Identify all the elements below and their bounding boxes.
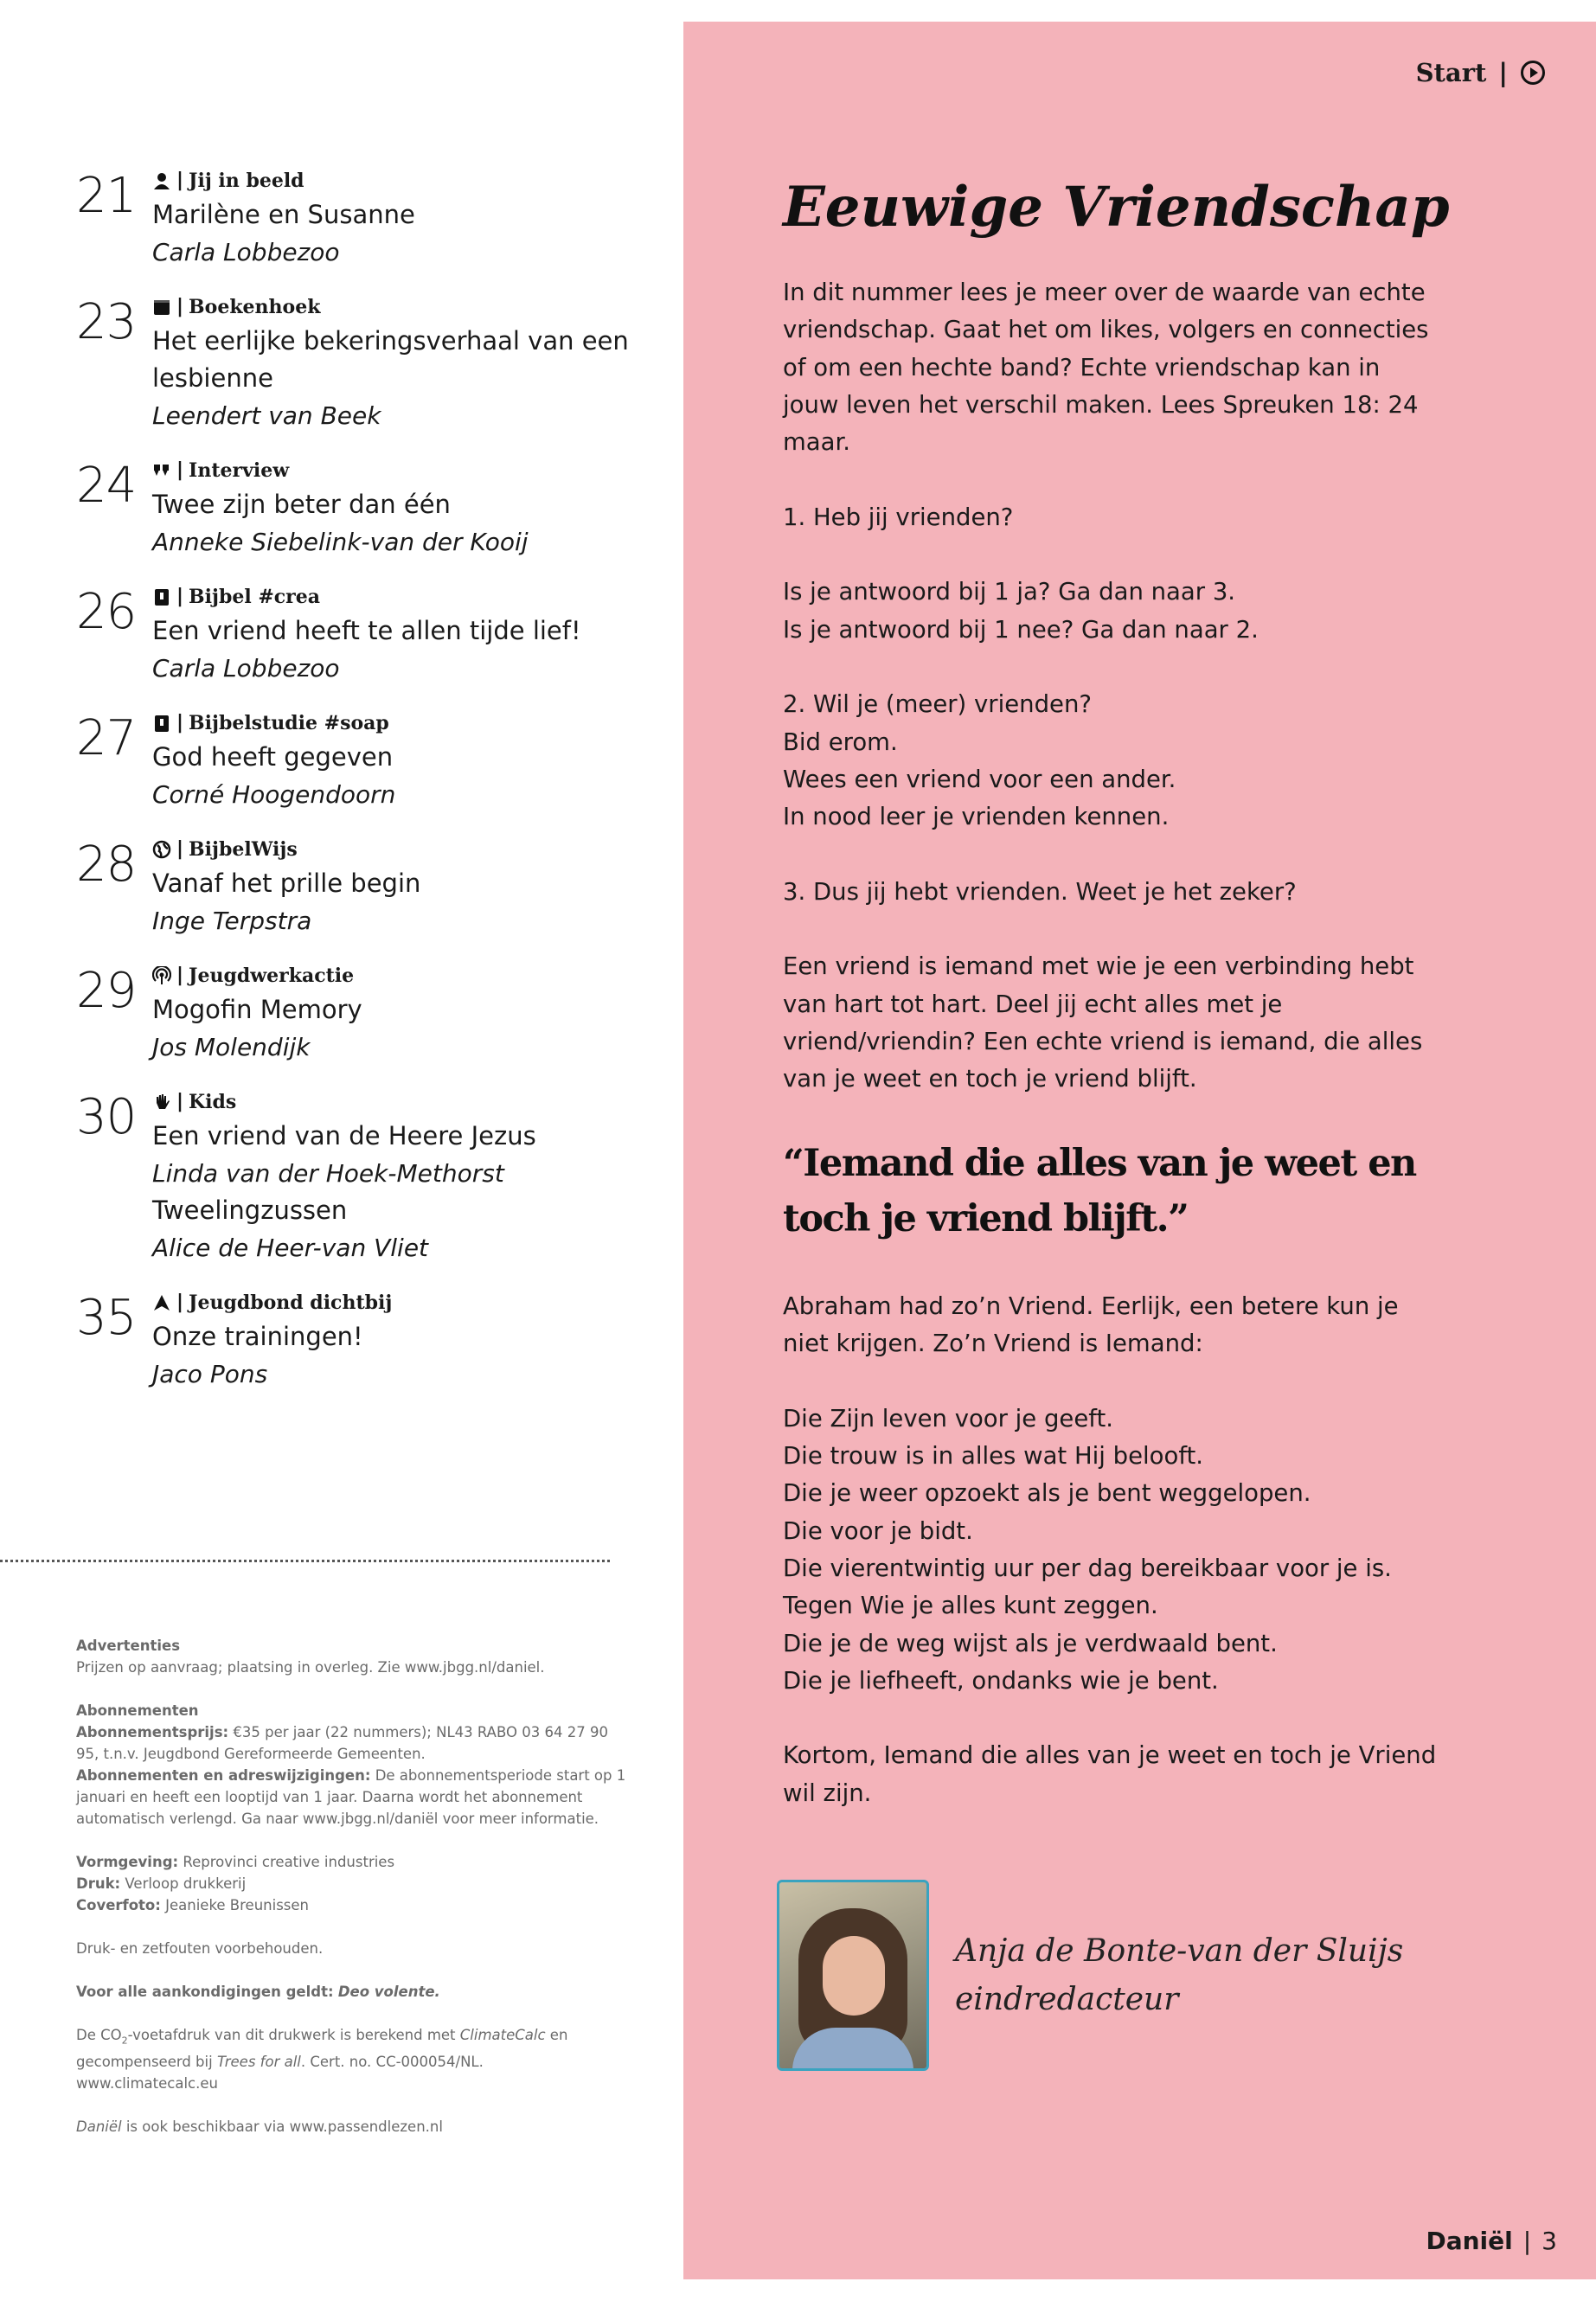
toc-entry[interactable] bbox=[76, 1291, 630, 1393]
page-number: 3 bbox=[1542, 2227, 1557, 2255]
editor-signature bbox=[777, 1880, 1403, 2071]
article-title: God heeft gegeven bbox=[152, 742, 394, 772]
colophon-label: Abonnementen en adreswijzigingen: bbox=[76, 1767, 371, 1784]
text-line: Die Zijn leven voor je geeft. bbox=[783, 1404, 1113, 1433]
toc-category bbox=[152, 169, 630, 193]
colophon-aankondiging bbox=[76, 1981, 630, 2003]
editor-name: Anja de Bonte-van der Sluijs bbox=[955, 1932, 1404, 1969]
text-line: Die voor je bidt. bbox=[783, 1516, 973, 1545]
text-line: Kortom, Iemand die alles van je weet en toch je Vriend wil zijn. bbox=[783, 1741, 1437, 1807]
editorial-panel bbox=[683, 22, 1596, 2279]
article-author: Anneke Siebelink-van der Kooij bbox=[152, 528, 529, 556]
article-author: Leendert van Beek bbox=[152, 401, 381, 430]
text-line: Een vriend is iemand met wie je een verbinding hebt van hart tot hart. Deel jij echt alles met je vriend/vriendin? Een echte vriend is iemand, die alles van je weet en toch je vriend blijft. bbox=[783, 952, 1423, 1093]
paragraph bbox=[783, 499, 1440, 536]
dotted-divider bbox=[0, 1560, 610, 1562]
article-title: Een vriend heeft te allen tijde lief! bbox=[152, 616, 581, 645]
article-author: Alice de Heer-van Vliet bbox=[152, 1234, 429, 1262]
colophon-text: Trees for all bbox=[216, 2054, 301, 2071]
article-title: Onze trainingen! bbox=[152, 1322, 363, 1351]
colophon-text: Jeanieke Breunissen bbox=[165, 1897, 310, 1913]
colophon-heading: Abonnementen bbox=[76, 1702, 199, 1719]
page-number: 28 bbox=[76, 836, 137, 893]
separator: | bbox=[176, 838, 184, 860]
article-author: Corné Hoogendoorn bbox=[152, 780, 396, 809]
paragraph bbox=[783, 1400, 1440, 1700]
bible-icon bbox=[152, 587, 171, 606]
colophon-text: en gecompenseerd bij bbox=[76, 2027, 568, 2071]
article-title: Het eerlijke bekeringsverhaal van een bbox=[152, 326, 629, 356]
text-line: Bid erom. bbox=[783, 727, 898, 756]
text-line: Die vierentwintig uur per dag bereikbaar voor je is. bbox=[783, 1554, 1392, 1582]
start-label: Start bbox=[1415, 58, 1487, 87]
toc-category bbox=[152, 458, 630, 483]
article-author: Jos Molendijk bbox=[152, 1033, 311, 1061]
text-line: Is je antwoord bij 1 ja? Ga dan naar 3. bbox=[783, 578, 1236, 606]
text-line: Wees een vriend voor een ander. bbox=[783, 765, 1176, 793]
colophon-label: Coverfoto: bbox=[76, 1897, 161, 1913]
toc-category bbox=[152, 837, 630, 862]
colophon-text: -voetafdruk van dit drukwerk is berekend met bbox=[127, 2027, 460, 2043]
text-line: 1. Heb jij vrienden? bbox=[783, 503, 1014, 531]
colophon-text: . Cert. no. CC-000054/NL. www.climatecalc.eu bbox=[76, 2054, 484, 2093]
toc-entry[interactable] bbox=[76, 711, 630, 813]
article-author: Carla Lobbezoo bbox=[152, 654, 340, 683]
bible-icon bbox=[152, 714, 171, 733]
person-icon bbox=[152, 171, 171, 190]
colophon-passendlezen bbox=[76, 2116, 630, 2138]
editor-photo bbox=[777, 1880, 929, 2071]
play-circle-icon bbox=[1520, 60, 1546, 86]
page-footer bbox=[1426, 2227, 1557, 2255]
article-title: lesbienne bbox=[152, 363, 273, 393]
toc-category bbox=[152, 1090, 630, 1114]
category-label: BijbelWijs bbox=[189, 838, 298, 861]
paragraph bbox=[783, 274, 1440, 461]
page-number: 26 bbox=[76, 584, 137, 640]
article-author: Linda van der Hoek-Methorst bbox=[152, 1159, 504, 1188]
text-line: Die je liefheeft, ondanks wie je bent. bbox=[783, 1666, 1219, 1695]
separator: | bbox=[176, 459, 184, 481]
category-label: Jeugdbond dichtbij bbox=[189, 1292, 393, 1314]
page-number: 23 bbox=[76, 294, 137, 350]
toc-entry[interactable] bbox=[76, 837, 630, 939]
category-label: Bijbelstudie #soap bbox=[189, 712, 389, 734]
globe-icon bbox=[152, 840, 171, 859]
separator: | bbox=[176, 1091, 184, 1112]
colophon-abonnementen bbox=[76, 1700, 630, 1830]
editor-role: eindredacteur bbox=[955, 1981, 1179, 2017]
magazine-name: Daniël bbox=[1426, 2227, 1513, 2255]
article-title: Vanaf het prille begin bbox=[152, 868, 421, 898]
colophon-text: Reprovinci creative industries bbox=[183, 1854, 395, 1870]
colophon bbox=[76, 1635, 630, 2159]
paragraph bbox=[783, 948, 1440, 1098]
toc-entry[interactable] bbox=[76, 458, 630, 561]
separator: | bbox=[176, 296, 184, 317]
text-line: Abraham had zo’n Vriend. Eerlijk, een betere kun je niet krijgen. Zo’n Vriend is Iemand: bbox=[783, 1292, 1399, 1358]
colophon-text: De abonnementsperiode start op 1 januari en heeft een looptijd van 1 jaar. Daarna wordt het abonnement automatisch verlengd. Ga naar www.jbgg.nl/daniël voor meer informatie. bbox=[76, 1767, 626, 1827]
text-line: Die trouw is in alles wat Hij belooft. bbox=[783, 1442, 1204, 1471]
colophon-text: €35 per jaar (22 nummers); NL43 RABO 03 64 27 90 95, t.n.v. Jeugdbond Gereformeerde Gemeenten. bbox=[76, 1724, 608, 1762]
category-label: Jeugdwerkactie bbox=[189, 965, 355, 987]
hand-icon bbox=[152, 1093, 171, 1112]
colophon-voorbehoud: Druk- en zetfouten voorbehouden. bbox=[76, 1940, 324, 1957]
toc-entry[interactable] bbox=[76, 1090, 630, 1266]
quote-icon bbox=[152, 461, 171, 480]
editorial-body bbox=[783, 274, 1440, 1849]
colophon-credits bbox=[76, 1851, 630, 1916]
page-number: 30 bbox=[76, 1089, 137, 1145]
colophon-label: Vormgeving: bbox=[76, 1854, 179, 1870]
editorial-title: Eeuwige Vriendschap bbox=[783, 175, 1450, 240]
table-of-contents bbox=[76, 169, 630, 1417]
page-number: 35 bbox=[76, 1290, 137, 1346]
article-title: Tweelingzussen bbox=[152, 1195, 348, 1225]
colophon-text: Verloop drukkerij bbox=[125, 1875, 247, 1892]
pull-quote: “Iemand die alles van je weet en toch je vriend blijft.” bbox=[783, 1141, 1416, 1240]
separator: | bbox=[176, 965, 184, 986]
article-title: Een vriend van de Heere Jezus bbox=[152, 1121, 536, 1150]
paragraph bbox=[783, 574, 1440, 649]
toc-category bbox=[152, 1291, 630, 1315]
separator: | bbox=[176, 586, 184, 607]
colophon-text: Daniël bbox=[76, 2118, 122, 2136]
category-label: Kids bbox=[189, 1091, 237, 1113]
text-line: Is je antwoord bij 1 nee? Ga dan naar 2. bbox=[783, 615, 1259, 644]
separator: | bbox=[176, 712, 184, 734]
colophon-co2 bbox=[76, 2024, 630, 2094]
colophon-label: Abonnementsprijs: bbox=[76, 1724, 229, 1740]
toc-entry[interactable] bbox=[76, 169, 630, 271]
colophon-advertenties bbox=[76, 1635, 630, 1678]
category-label: Interview bbox=[189, 459, 290, 482]
article-title: Mogofin Memory bbox=[152, 995, 362, 1024]
page-number: 21 bbox=[76, 168, 137, 224]
paragraph bbox=[783, 1288, 1440, 1363]
colophon-text: is ook beschikbaar via www.passendlezen.nl bbox=[121, 2118, 443, 2136]
colophon-text: 2 bbox=[121, 2035, 128, 2047]
colophon-label: Druk: bbox=[76, 1875, 121, 1892]
text-line: In nood leer je vrienden kennen. bbox=[783, 803, 1170, 831]
toc-entry[interactable] bbox=[76, 585, 630, 687]
broadcast-icon bbox=[152, 966, 171, 985]
toc-category bbox=[152, 711, 630, 735]
start-link[interactable] bbox=[1416, 58, 1546, 87]
paragraph bbox=[783, 874, 1440, 911]
colophon-heading: Advertenties bbox=[76, 1638, 181, 1654]
separator: | bbox=[1498, 58, 1508, 87]
article-title: Marilène en Susanne bbox=[152, 200, 415, 229]
text-line: Die je weer opzoekt als je bent weggelopen. bbox=[783, 1479, 1311, 1508]
colophon-text: Prijzen op aanvraag; plaatsing in overleg. Zie www.jbgg.nl/daniel. bbox=[76, 1659, 545, 1676]
article-author: Jaco Pons bbox=[152, 1360, 268, 1388]
colophon-label: Voor alle aankondigingen geldt: bbox=[76, 1984, 334, 2000]
category-label: Jij in beeld bbox=[189, 170, 304, 192]
page-number: 24 bbox=[76, 458, 137, 514]
separator: | bbox=[1522, 2227, 1532, 2255]
text-line: 2. Wil je (meer) vrienden? bbox=[783, 690, 1092, 719]
text-line: Tegen Wie je alles kunt zeggen. bbox=[783, 1592, 1158, 1620]
text-line: 3. Dus jij hebt vrienden. Weet je het zeker? bbox=[783, 877, 1297, 906]
text-line: Die je de weg wijst als je verdwaald bent. bbox=[783, 1629, 1278, 1657]
text-line: In dit nummer lees je meer over de waarde van echte vriendschap. Gaat het om likes, volgers en connecties of om een hechte band? Echte vriendschap kan in jouw leven het verschil maken. Lees Spreuken 18: 24 maar. bbox=[783, 279, 1429, 457]
category-label: Bijbel #crea bbox=[189, 586, 321, 608]
paragraph bbox=[783, 1737, 1440, 1812]
separator: | bbox=[176, 170, 184, 191]
toc-category bbox=[152, 964, 630, 988]
colophon-text: De CO bbox=[76, 2027, 122, 2043]
signature-text bbox=[955, 1927, 1403, 2024]
article-title: Twee zijn beter dan één bbox=[152, 490, 451, 519]
page-number: 27 bbox=[76, 710, 137, 766]
article-author: Inge Terpstra bbox=[152, 907, 312, 935]
arrow-up-icon bbox=[152, 1293, 171, 1312]
article-author: Carla Lobbezoo bbox=[152, 238, 340, 266]
paragraph bbox=[783, 686, 1440, 836]
colophon-text: ClimateCalc bbox=[459, 2027, 546, 2043]
toc-entry[interactable] bbox=[76, 295, 630, 434]
colophon-text: Deo volente. bbox=[337, 1984, 440, 2000]
toc-category bbox=[152, 585, 630, 609]
toc-category bbox=[152, 295, 630, 319]
book-icon bbox=[152, 298, 171, 317]
page-number: 29 bbox=[76, 963, 137, 1019]
separator: | bbox=[176, 1292, 184, 1313]
category-label: Boekenhoek bbox=[189, 296, 321, 318]
toc-entry[interactable] bbox=[76, 964, 630, 1066]
